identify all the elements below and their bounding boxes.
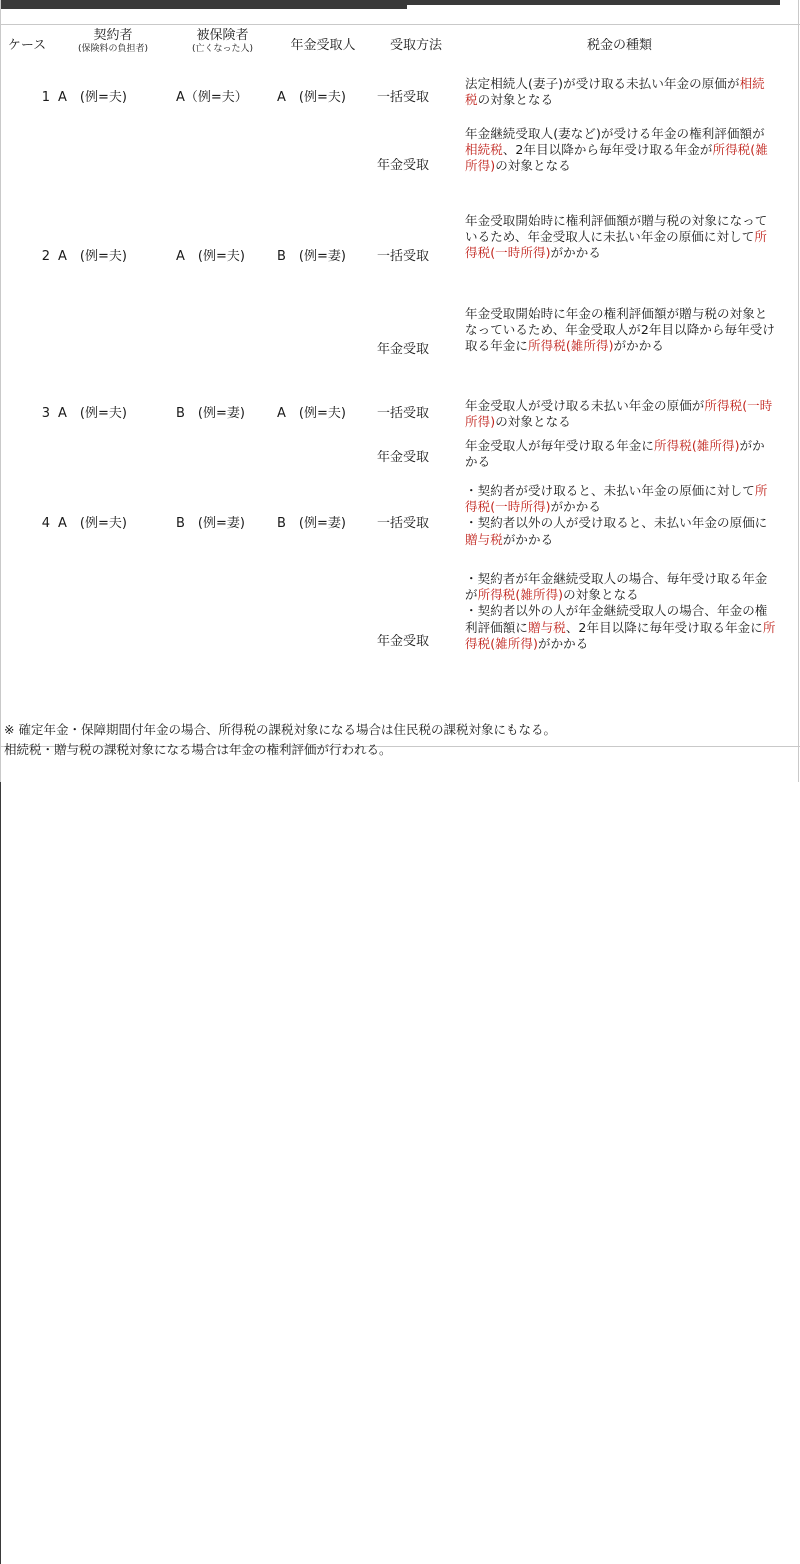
tax-text: がかかる — [537, 635, 589, 651]
tax-highlight: 所得税(雑所得) — [465, 142, 768, 174]
receipt-method-cell: 一括受取 — [377, 516, 430, 531]
header-contractor-label: 契約者 — [93, 28, 133, 43]
tax-text: ・契約者以外の人が年金継続受取人の場合、年金の権利評価額に — [465, 603, 768, 635]
tax-description — [459, 124, 780, 175]
tax-text: がかかる — [550, 499, 601, 515]
tax-highlight: 所得税(雑所得) — [465, 619, 776, 651]
tax-text: の対象となる — [563, 587, 639, 603]
tax-text: の対象となる — [477, 92, 554, 108]
tax-description — [459, 304, 780, 355]
tax-description — [459, 436, 780, 470]
tax-description — [459, 396, 780, 430]
receipt-method-cell: 一括受取 — [377, 90, 430, 105]
tax-text: がかかる — [465, 438, 765, 470]
footnote-line-2: 相続税・贈与税の課税対象になる場合は年金の権利評価が行われる。 — [4, 742, 392, 757]
tax-text: 、2年目以降から毎年受け取る年金が — [502, 142, 713, 158]
tax-description — [459, 74, 780, 108]
tax-text: がかかる — [550, 245, 601, 261]
tax-text: 年金受取人が受け取る未払い年金の原価が — [465, 398, 705, 413]
receipt-method-cell: 年金受取 — [377, 342, 430, 357]
recipient-cell: B (例=妻) — [277, 516, 346, 531]
tax-description — [459, 569, 780, 652]
tax-text: 年金受取人が毎年受け取る年金に — [465, 438, 655, 453]
tax-text: がかかる — [613, 338, 664, 354]
insured-cell: B (例=妻) — [176, 406, 245, 421]
tax-text: ・契約者以外の人が受け取ると、未払い年金の原価に — [465, 515, 768, 531]
tax-highlight: 相続税 — [465, 142, 503, 158]
tax-highlight: 所得税(雑所得) — [654, 438, 740, 453]
tax-highlight: 所得税(一時所得) — [465, 229, 767, 261]
contractor-cell: A (例=夫) — [58, 249, 127, 264]
header-annuity-recipient: 年金受取人 — [290, 38, 356, 53]
insured-cell: B (例=妻) — [176, 516, 245, 531]
tax-text: 年金受取開始時に権利評価額が贈与税の対象になっているため、年金受取人に未払い年金の原価に対して — [465, 213, 768, 245]
tax-highlight: 相続税 — [465, 76, 765, 108]
receipt-method-cell: 年金受取 — [377, 450, 430, 465]
tax-highlight: 贈与税 — [528, 619, 566, 635]
case-number: 4 — [41, 516, 50, 531]
tax-text: ・契約者が年金継続受取人の場合、毎年受け取る年金が — [465, 571, 768, 603]
tax-text: の対象となる — [495, 158, 571, 174]
header-case: ケース — [7, 38, 47, 53]
case-number: 1 — [41, 90, 50, 105]
tax-text: 年金受取開始時に年金の権利評価額が贈与税の対象となっているため、年金受取人が2年目以降から毎年受け取る年金に — [465, 306, 775, 354]
tax-text: 、2年目以降に毎年受け取る年金に — [565, 619, 763, 635]
tax-text: の対象となる — [495, 414, 571, 430]
case-number: 2 — [41, 249, 50, 264]
header-insured-sub: (亡くなった人) — [191, 44, 254, 54]
receipt-method-cell: 年金受取 — [377, 634, 430, 649]
tax-highlight: 所得税(一時所得) — [465, 398, 773, 430]
case-number: 3 — [41, 406, 50, 421]
recipient-cell: A (例=夫) — [277, 406, 346, 421]
header-insured — [172, 28, 273, 55]
tax-highlight: 贈与税 — [465, 531, 503, 547]
receipt-method-cell: 一括受取 — [377, 249, 430, 264]
header-contractor — [54, 28, 172, 55]
tax-text: 年金継続受取人(妻など)が受ける年金の権利評価額が — [465, 126, 765, 141]
tax-highlight: 所得税(雑所得) — [528, 338, 614, 354]
tax-text: 法定相続人(妻子)が受け取る未払い年金の原価が — [465, 76, 740, 91]
tax-description — [459, 211, 780, 262]
tax-highlight: 所得税(雑所得) — [477, 587, 564, 603]
tax-highlight: 所得税(一時所得) — [465, 483, 768, 515]
insured-cell: A (例=夫) — [176, 249, 245, 264]
receipt-method-cell: 年金受取 — [377, 158, 430, 173]
contractor-cell: A (例=夫) — [58, 406, 127, 421]
insured-cell: A（例=夫） — [176, 90, 248, 105]
contractor-cell: A (例=夫) — [58, 516, 127, 531]
tax-description — [459, 481, 780, 548]
receipt-method-cell: 一括受取 — [377, 406, 430, 421]
recipient-cell: A (例=夫) — [277, 90, 346, 105]
header-tax-type: 税金の種類 — [586, 38, 652, 53]
tax-text: がかかる — [502, 531, 554, 547]
header-insured-label: 被保険者 — [196, 28, 249, 43]
header-receipt-method: 受取方法 — [389, 38, 442, 53]
tax-text: ・契約者が受け取ると、未払い年金の原価に対して — [465, 483, 755, 498]
contractor-cell: A (例=夫) — [58, 90, 127, 105]
recipient-cell: B (例=妻) — [277, 249, 346, 264]
footnote-line-1: ※ 確定年金・保障期間付年金の場合、所得税の課税対象になる場合は住民税の課税対象にもなる。 — [4, 722, 556, 737]
header-contractor-sub: (保険料の負担者) — [77, 44, 149, 54]
